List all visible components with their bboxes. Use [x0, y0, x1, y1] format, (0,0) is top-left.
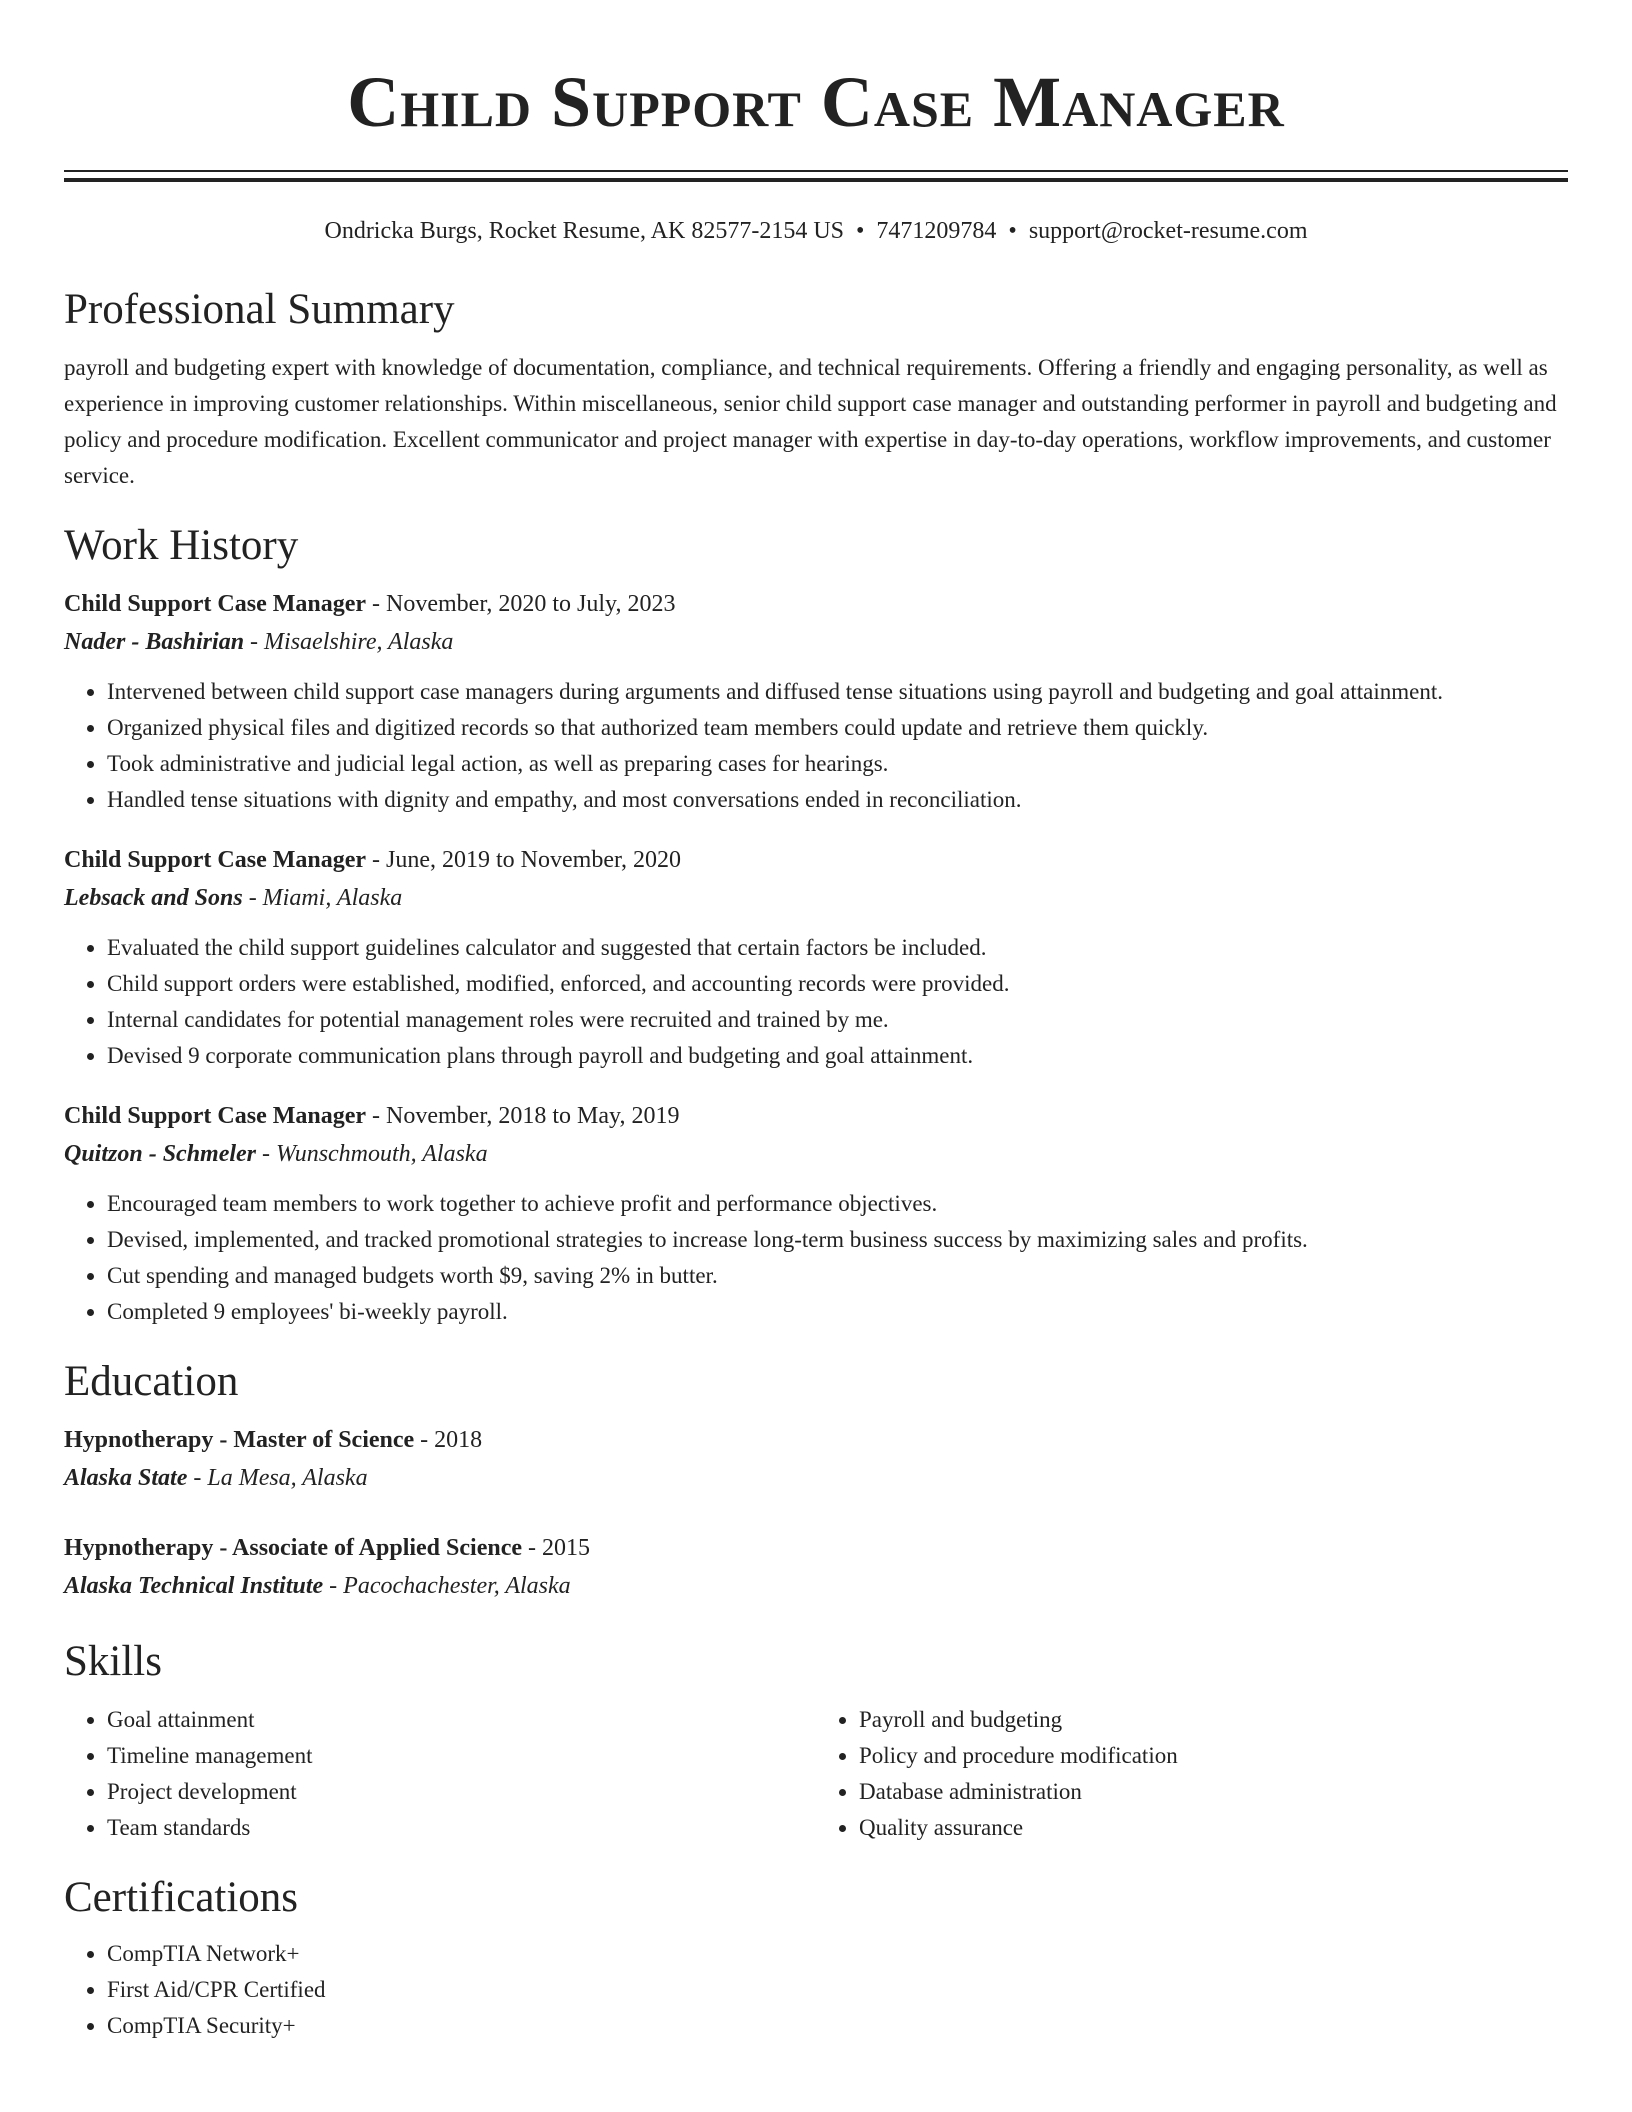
contact-separator: • [1008, 218, 1017, 244]
job-title: Child Support Case Manager [64, 847, 367, 873]
skill-item: • Policy and procedure modification [859, 1738, 1568, 1774]
title-rule-thin [64, 170, 1568, 172]
title-rule-thick [64, 178, 1568, 182]
certification-item: • CompTIA Security+ [107, 2008, 1568, 2044]
skill-item: • Goal attainment [107, 1702, 816, 1738]
job-bullet: • Organized physical files and digitized records so that authorized team members could update and retrieve them quickly. [107, 710, 1568, 746]
job-bullets [64, 674, 1568, 818]
education-degree: Hypnotherapy - Associate of Applied Science [64, 1535, 523, 1561]
certifications-heading: Certifications [64, 1874, 299, 1921]
contact-line [64, 216, 1568, 246]
job-location: - Miami, Alaska [242, 885, 403, 911]
job-title-line [64, 1098, 1568, 1134]
skills-grid [64, 1702, 1568, 1846]
job-company: Lebsack and Sons [64, 885, 243, 911]
skills-list-left [64, 1702, 816, 1846]
skill-item: • Project development [107, 1774, 816, 1810]
summary-text: payroll and budgeting expert with knowledge of documentation, compliance, and technical requirements. Offering a friendly and engaging personality, as well as experience in improving customer relationships. Within miscellaneous, senior child support case manager and outstanding performer in payroll and budgeting and policy and procedure modification. Excellent communicator and project manager with expertise in day-to-day operations, workflow improvements, and customer service. [64, 355, 1557, 488]
education-school-line [64, 1566, 1568, 1606]
skill-item: • Quality assurance [859, 1810, 1568, 1846]
job-bullet: • Evaluated the child support guidelines calculator and suggested that certain factors be included. [107, 930, 1568, 966]
job-location: - Wunschmouth, Alaska [256, 1141, 488, 1167]
contact-separator: • [856, 218, 865, 244]
certifications-list [64, 1936, 1568, 2044]
education-school: Alaska State [64, 1465, 188, 1491]
job-dates: - November, 2020 to July, 2023 [366, 591, 676, 617]
certification-item: • First Aid/CPR Certified [107, 1972, 1568, 2008]
job-bullet: • Devised, implemented, and tracked promotional strategies to increase long-term business success by maximizing sales and profits. [107, 1222, 1568, 1258]
education-location: - La Mesa, Alaska [187, 1465, 368, 1491]
education-entry [64, 1530, 1568, 1606]
job-entry [64, 842, 1568, 1074]
job-title-line [64, 586, 1568, 622]
contact-phone: 7471209784 [876, 218, 997, 244]
job-bullet: • Devised 9 corporate communication plans through payroll and budgeting and goal attainment. [107, 1038, 1568, 1074]
job-bullet: • Completed 9 employees' bi-weekly payroll. [107, 1294, 1568, 1330]
job-dates: - November, 2018 to May, 2019 [366, 1103, 680, 1129]
job-company-line [64, 622, 1568, 662]
education-school-line [64, 1458, 1568, 1498]
certification-item: • CompTIA Network+ [107, 1936, 1568, 1972]
job-bullet: • Intervened between child support case managers during arguments and diffused tense situations using payroll and budgeting and goal attainment. [107, 674, 1568, 710]
education-school: Alaska Technical Institute [64, 1573, 324, 1599]
skill-item: • Payroll and budgeting [859, 1702, 1568, 1738]
education-degree-line [64, 1530, 1568, 1566]
education-heading: Education [64, 1358, 239, 1405]
skills-list-right [816, 1702, 1568, 1846]
work-history-heading: Work History [64, 522, 299, 569]
job-title: Child Support Case Manager [64, 1103, 367, 1129]
summary-heading: Professional Summary [64, 286, 455, 333]
contact-address: Ondricka Burgs, Rocket Resume, AK 82577-2154 US [324, 218, 844, 244]
job-bullet: • Cut spending and managed budgets worth $9, saving 2% in butter. [107, 1258, 1568, 1294]
job-title-line [64, 842, 1568, 878]
resume-title: Child Support Case Manager [347, 62, 1285, 142]
education-degree-line [64, 1422, 1568, 1458]
job-title: Child Support Case Manager [64, 591, 367, 617]
job-bullet: • Encouraged team members to work together to achieve profit and performance objectives. [107, 1186, 1568, 1222]
job-bullet: • Internal candidates for potential management roles were recruited and trained by me. [107, 1002, 1568, 1038]
job-location: - Misaelshire, Alaska [244, 629, 454, 655]
education-location: - Pacochachester, Alaska [323, 1573, 571, 1599]
job-company-line [64, 878, 1568, 918]
education-year: - 2018 [414, 1427, 483, 1453]
skill-item: • Timeline management [107, 1738, 816, 1774]
job-entry [64, 1098, 1568, 1330]
education-year: - 2015 [522, 1535, 591, 1561]
skill-item: • Database administration [859, 1774, 1568, 1810]
contact-email: support@rocket-resume.com [1028, 218, 1308, 244]
job-bullet: • Child support orders were established, modified, enforced, and accounting records were provided. [107, 966, 1568, 1002]
job-dates: - June, 2019 to November, 2020 [366, 847, 682, 873]
job-bullet: • Took administrative and judicial legal action, as well as preparing cases for hearings. [107, 746, 1568, 782]
skill-item: • Team standards [107, 1810, 816, 1846]
job-entry [64, 586, 1568, 818]
job-company: Quitzon - Schmeler [64, 1141, 257, 1167]
skills-heading: Skills [64, 1638, 162, 1685]
job-bullets [64, 1186, 1568, 1330]
education-degree: Hypnotherapy - Master of Science [64, 1427, 415, 1453]
job-bullet: • Handled tense situations with dignity and empathy, and most conversations ended in reconciliation. [107, 782, 1568, 818]
education-entry [64, 1422, 1568, 1498]
job-bullets [64, 930, 1568, 1074]
job-company-line [64, 1134, 1568, 1174]
job-company: Nader - Bashirian [64, 629, 245, 655]
